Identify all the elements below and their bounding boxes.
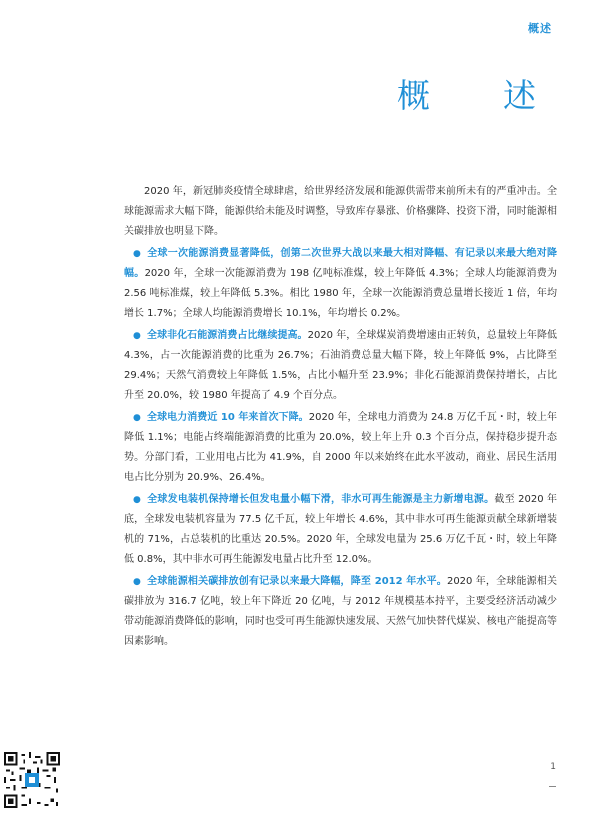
bullet-icon: ● <box>133 495 141 505</box>
summary-paragraph-1 <box>124 244 557 324</box>
summary-paragraph-4 <box>124 490 557 570</box>
document-body <box>124 182 557 654</box>
paragraph-body: 2020 年，全球电力消费为 24.8 万亿千瓦・时，较上年降低 1.1%；电能占终端能源消费的比重为 20.0%，较上年上升 0.3 个百分点，保持稳步提升态势。分部门看，工业用电占比为 41.9%，自 2000 年以来始终在此水平波动，商业、居民生活用电占比分别为 20.9%、26.4%。 <box>124 412 557 483</box>
paragraph-lead: 全球发电装机保持增长但发电量小幅下滑，非水可再生能源是主力新增电源。 <box>147 494 495 505</box>
paragraph-lead: 全球非化石能源消费占比继续提高。 <box>147 330 308 341</box>
running-header: 概述 <box>528 22 552 35</box>
intro-paragraph: 2020 年，新冠肺炎疫情全球肆虐，给世界经济发展和能源供需带来前所未有的严重冲击。全球能源需求大幅下降，能源供给未能及时调整，导致库存暴涨、价格骤降、投资下滑，同时能源相关碳排放也明显下降。 <box>124 186 557 237</box>
paragraph-lead: 全球一次能源消费显著降低，创第二次世界大战以来最大相对降幅、有记录以来最大绝对降幅。 <box>124 248 557 279</box>
qr-code-icon[interactable] <box>4 752 60 808</box>
paragraph-lead: 全球电力消费近 10 年来首次下降。 <box>147 412 309 423</box>
page-number: 1 <box>550 762 556 772</box>
page-number-divider <box>549 786 556 787</box>
summary-paragraph-2 <box>124 326 557 406</box>
bullet-icon: ● <box>133 331 141 341</box>
paragraph-body: 2020 年，全球一次能源消费为 198 亿吨标准煤，较上年降低 4.3%；全球人均能源消费为 2.56 吨标准煤，较上年降低 5.3%。相比 1980 年，全球一次能源消费总量增长接近 1 倍，年均增长 1.7%；全球人均能源消费增长 10.1%，年均增长 0.2%。 <box>124 268 558 319</box>
page-title: 概 述 <box>397 76 556 115</box>
bullet-icon: ● <box>133 249 141 259</box>
bullet-icon: ● <box>133 413 141 423</box>
summary-paragraph-5 <box>124 572 557 652</box>
paragraph-lead: 全球能源相关碳排放创有记录以来最大降幅，降至 2012 年水平。 <box>147 576 447 587</box>
paragraph-body: 截至 2020 年底，全球发电装机容量为 77.5 亿千瓦，较上年增长 4.6%，其中非水可再生能源贡献全球新增装机的 71%，占总装机的比重达 20.5%。2020 年，全球发电量为 25.6 万亿千瓦・时，较上年降低 0.8%，其中非水可再生能源发电量占比升至 12.0%。 <box>124 494 558 565</box>
bullet-icon: ● <box>133 577 141 587</box>
paragraph-body: 2020 年，全球能源相关碳排放为 316.7 亿吨，较上年下降近 20 亿吨，与 2012 年规模基本持平，主要受经济活动减少带动能源消费降低的影响，同时也受可再生能源快速发展、天然气加快替代煤炭、核电产能提高等因素影响。 <box>124 576 558 647</box>
summary-paragraph-3 <box>124 408 557 488</box>
paragraph-body: 2020 年，全球煤炭消费增速由正转负，总量较上年降低 4.3%，占一次能源消费的比重为 26.7%；石油消费总量大幅下降，较上年降低 9%，占比降至 29.4%；天然气消费较上年降低 1.5%，占比小幅升至 23.9%；非化石能源消费保持增长，占比升至 20.0%，较 1980 年提高了 4.9 个百分点。 <box>124 330 557 401</box>
